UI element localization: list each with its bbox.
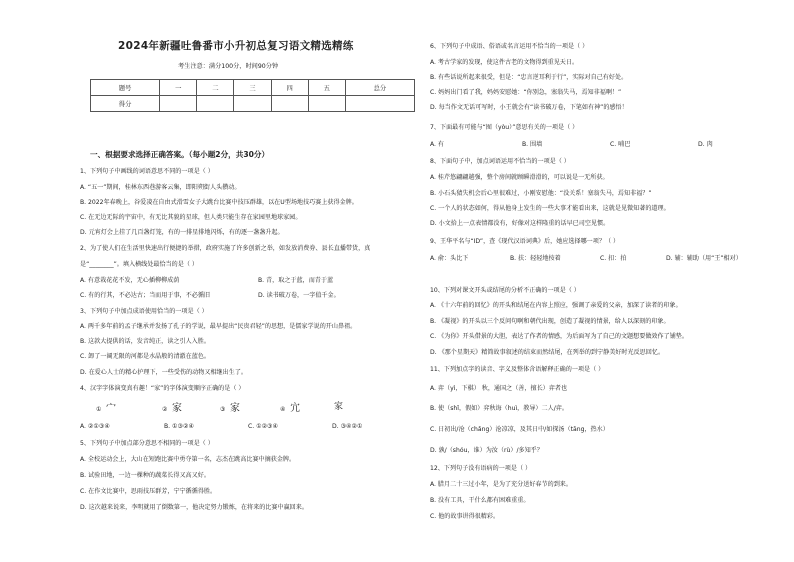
question-line: B. 试验田地，一边一棵种的蔬菜长得又高又好。 xyxy=(80,472,210,479)
score-input-cell[interactable] xyxy=(234,96,271,112)
question-line: C. 一个人的状态如何，得从他身上发生的一些大事才能看出来，这就是见微知著的道理。 xyxy=(430,205,670,212)
question-line: 是“________”。填入横线处最恰当的是（ ） xyxy=(80,261,198,268)
question-line: C. 《为你》开头借景的大胆，表达了作者的情感，为后面写为了自己的文题想要做效作了铺垫。 xyxy=(430,333,688,340)
question-option: A. ②①③④ xyxy=(80,423,110,430)
question-line: A. “五一”期间，桂林东西巷游客云集，即阳朔街人头攒动。 xyxy=(80,184,241,191)
question-line: B. 2022年春晚上，谷爱凌在自由式滑雪女子大跳台比赛中技压群雄，以在U型场地技巧赛上获得金牌。 xyxy=(80,199,358,206)
question-line: D. 《那个星期天》精简故事叙述的结束而然结尾，在列举的到宁静美好时光反思回忆。 xyxy=(430,349,665,356)
question-line: 2、为了使人们在生活里快速出行便捷的举措，政府实施了许多创新之举，如发放消费券、县长直播带货，真 xyxy=(80,245,371,252)
question-option: A. 俞：头比下 xyxy=(430,255,469,262)
section-title: 一、根据要求选择正确答案。（每小题2分，共30分） xyxy=(90,150,270,159)
question-line: B. 没有工具，干什么都有困难重重。 xyxy=(430,497,530,504)
question-line: C. 在作文比赛中，思雨技压群芳，宁宁循循得胜。 xyxy=(80,488,217,495)
question-line: D. 孰/（shóu，谁）为汝（rù）/多知乎？ xyxy=(430,447,543,454)
question-line: A. 《十六年前的回忆》的开头和结尾在内容上照应，强调了亲爱的父亲，加深了读者的印象。 xyxy=(430,302,682,309)
score-cell: 得分 xyxy=(91,96,160,112)
question-line: 4、汉字字体演变真有趣！“家”的字体演变顺序正确的是（ ） xyxy=(80,385,245,392)
question-line: 3、下列句子中加点成语使用恰当的一项是（ ） xyxy=(80,308,208,315)
question-option: C. 扣：拍 xyxy=(600,255,627,262)
glyph-running-script: 家 xyxy=(230,403,240,414)
question-line: B. 《凝视》的开头以三个反问句啊和朝代出现，创造了凝视的情景，给人以深刻的印象。 xyxy=(430,318,670,325)
question-line: 7、下面最有可能与“囿（yòu）”意思有关的一项是（ ） xyxy=(430,124,579,131)
question-line: C. 在无边无际的宇宙中，有无比其貌的星球，但人类只能生存在家园里地球家园。 xyxy=(80,214,302,221)
question-line: A. 全校运动会上，大山在短跑比赛中勇夺第一名，志杰在跳高比赛中摘获金牌。 xyxy=(80,456,296,463)
question-line: A. 桂芹悠翩翩越强，整个房间就顾瞬滑滑的，可以说是一无所获。 xyxy=(430,174,609,181)
question-line: 5、下列句子中加点部分意思不相同的一项是（ ） xyxy=(80,440,214,447)
question-option: B. 扶：轻轻地按着 xyxy=(510,255,561,262)
score-input-cell[interactable] xyxy=(308,96,345,112)
question-line: 10、下列对课文开头或结尾的分析不正确的一项是（ ） xyxy=(430,287,580,294)
glyph-bronze-script: 宂 xyxy=(290,403,300,414)
score-input-cell[interactable] xyxy=(345,96,414,112)
question-option: B. 围墙 xyxy=(522,141,543,148)
question-line: A. 腊月二十三过小年，是为了充分送好春节的到来。 xyxy=(430,481,572,488)
question-line: D. 元宵灯会上挂了几百盏灯笼，有的一排星排地闪烁，有的逐一盏盏升起。 xyxy=(80,229,284,236)
question-line: A. 有意栽花花不发，无心插柳柳成荫 xyxy=(80,277,180,284)
glyph-label: ④ xyxy=(280,406,286,413)
glyph-label: ③ xyxy=(220,406,226,413)
question-line: 9、王华平名与“ID”，查《现代汉语词典》后，她应选择哪一项？（ ） xyxy=(430,238,620,245)
question-option: D. ③④②① xyxy=(332,423,363,430)
question-line: A. 两千多年前的孟子继承并发扬了孔子的学说，最早提出“民贵君轻”的思想，是儒家学说的开山鼻祖。 xyxy=(80,323,357,330)
question-option: A. 有 xyxy=(430,141,445,148)
question-line: C. 妈妈出门看了我，妈妈安慰她：“你别急，塞翁失马，焉知非福啊！” xyxy=(430,89,622,96)
question-line: 11、下列加点字的读音、字义及整体含语解释正确的一项是（ ） xyxy=(430,366,605,373)
score-cell: 二 xyxy=(197,80,234,96)
score-cell: 三 xyxy=(234,80,271,96)
glyph-label: ① xyxy=(96,406,102,413)
score-input-cell[interactable] xyxy=(271,96,308,112)
question-line: A. 考古学家的发现，使这件古老的文物得到重见天日。 xyxy=(430,59,579,66)
question-option: D. 辅：辅助（用“王”相对） xyxy=(666,255,742,262)
score-cell: 五 xyxy=(308,80,345,96)
question-line: D. 小文拾上一点表情都没有，好像对这样隆重的话早已司空见惯。 xyxy=(430,220,610,227)
question-option: C. 哺巴 xyxy=(610,141,631,148)
glyph-label: ② xyxy=(162,406,168,413)
question-line: C. 他的故事讲得很精彩。 xyxy=(430,513,500,520)
script-evolution-row xyxy=(96,399,396,417)
question-line: C. 有的行其，不必达古；当而用于事，不必循旧 xyxy=(80,292,211,299)
question-line: D. 每当作文无话可写时，小王就会有“读书破万卷，下笔如有神”的感悟！ xyxy=(430,104,628,111)
score-cell: 总分 xyxy=(345,80,414,96)
question-line: C. 卸了一阔无限的河都是水晶般的清澈在蓝色。 xyxy=(80,353,211,360)
score-table xyxy=(90,79,415,112)
question-line: 6、下列句子中成语、俗语或名言运用不恰当的一项是（ ） xyxy=(430,43,589,50)
question-line: B. 有些话说所起来很受，但是：“忠言逆耳利于行”，实际对自己有好处。 xyxy=(430,74,628,81)
exam-notice: 考生注意：满分100分，时间90分钟 xyxy=(178,63,279,70)
score-input-cell[interactable] xyxy=(197,96,234,112)
question-option: C. ①②③④ xyxy=(248,423,278,430)
score-table-header-row xyxy=(91,80,415,96)
glyph-oracle-script: 家 xyxy=(334,402,344,412)
question-line: B. 小石头猜失机会后心里很难过，小刚安慰他：“没关系！塞翁失马，焉知非福？” xyxy=(430,190,652,197)
score-cell: 四 xyxy=(271,80,308,96)
glyph-clerical-script: 家 xyxy=(172,403,182,414)
question-line: C. 日初出/沧（chǎng）沧凉凉，及其日中/如探汤（tāng，热水） xyxy=(430,426,609,433)
question-option: B. ①③②④ xyxy=(164,423,194,430)
score-cell: 题号 xyxy=(91,80,160,96)
question-option: D. 肉 xyxy=(698,141,713,148)
question-line: A. 弈（yì，下棋） 秋，通国之（善，擅长）弈者也 xyxy=(430,385,568,392)
question-line: 1、下列句子中画线的词语意思不同的一项是（ ） xyxy=(80,168,214,175)
glyph-seal-script: 宀 xyxy=(106,403,116,414)
question-line: 12、下列句子没有语病的一项是（ ） xyxy=(430,465,532,472)
question-line: 8、下面句子中，加点词语运用不恰当的一项是（ ） xyxy=(430,158,570,165)
score-input-cell[interactable] xyxy=(160,96,197,112)
question-line: B. 青，取之于蓝，而青于蓝 xyxy=(258,277,334,284)
page-title: 2024年新疆吐鲁番市小升初总复习语文精选精练 xyxy=(118,40,354,52)
question-line: D. 这次越来说来，李明就用了倒数第一，他决定努力锻炼，在将来的比赛中赢回来。 xyxy=(80,504,308,511)
question-line: D. 在爱心人士的精心护理下，一些受伤的动物又相继出生了。 xyxy=(80,369,248,376)
score-table-score-row xyxy=(91,96,415,112)
question-line: B. 使（shǐ，假如）弈秋诲（huì，教导）二人/弈。 xyxy=(430,405,568,412)
question-line: D. 读书破万卷，一字值千金。 xyxy=(258,292,340,299)
question-line: B. 这款大提供的话，发音纯正，读之引人入胜。 xyxy=(80,338,210,345)
score-cell: 一 xyxy=(160,80,197,96)
